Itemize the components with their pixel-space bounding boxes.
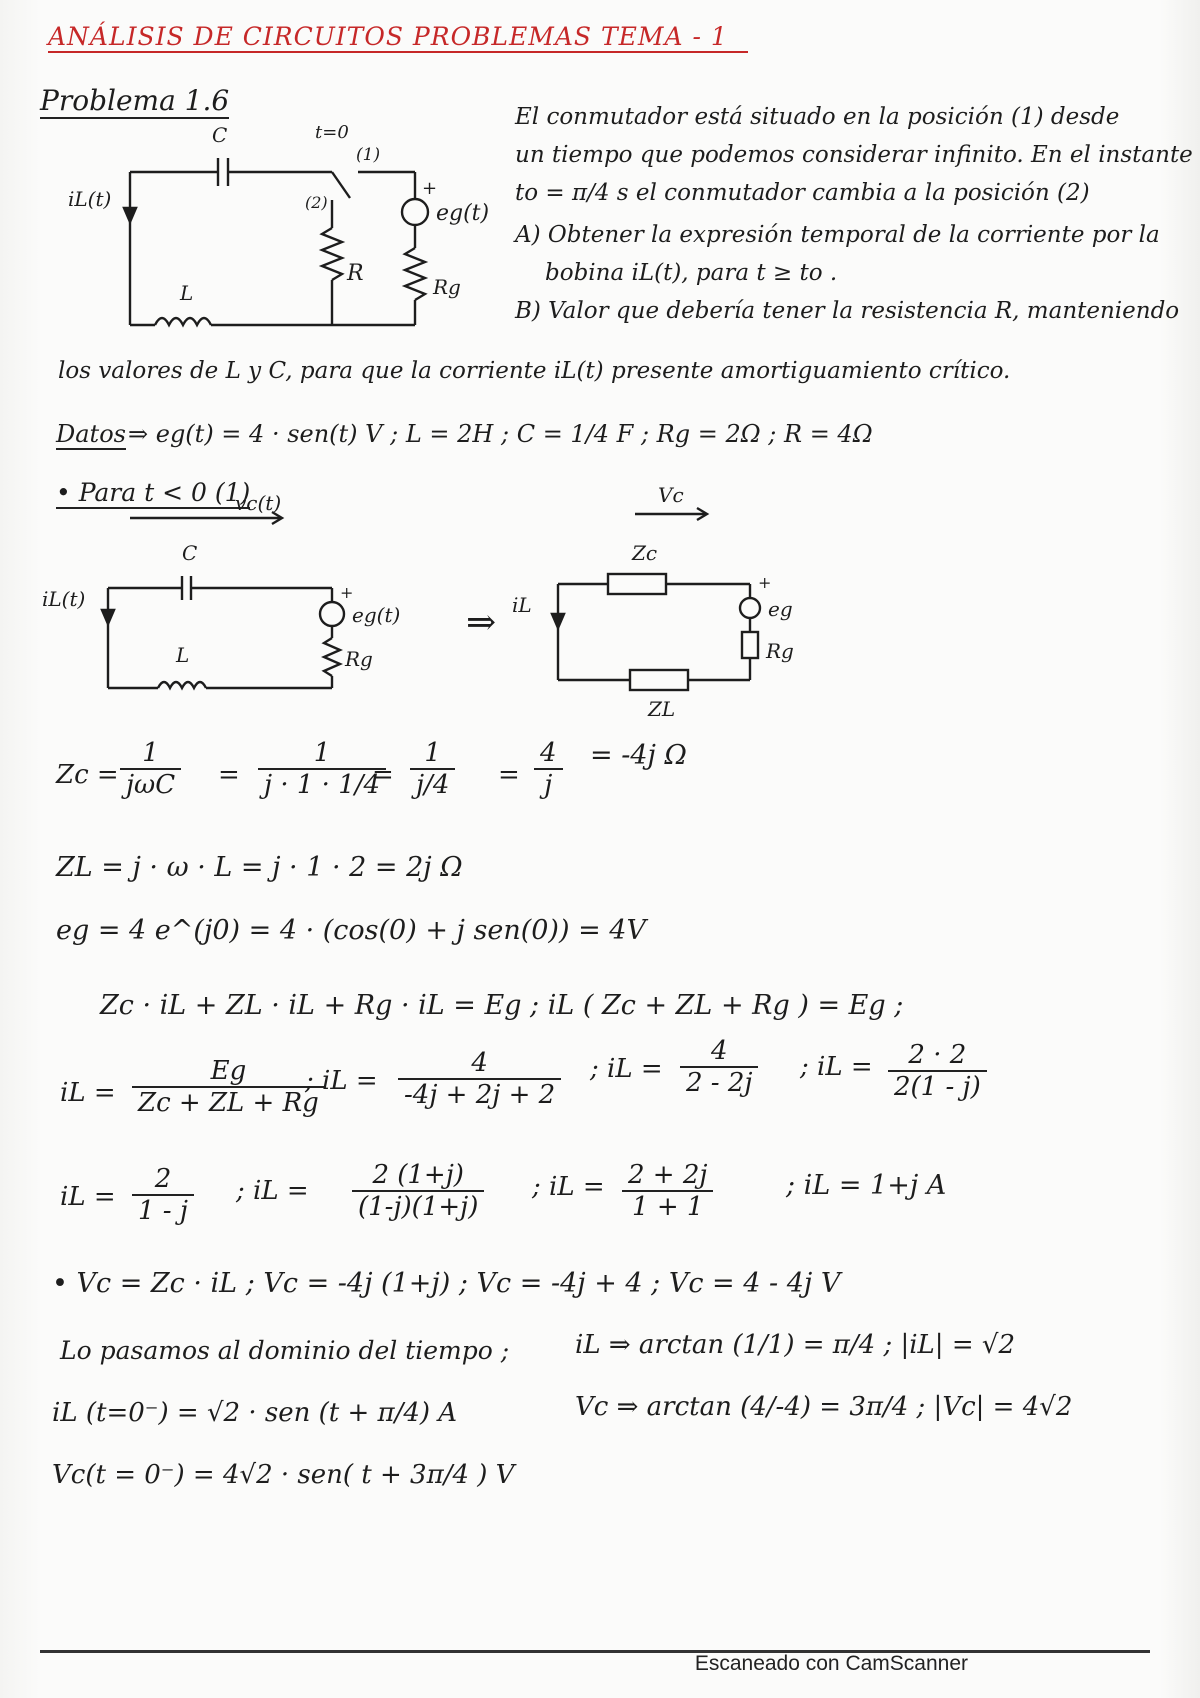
eq-il-sep-2: ; iL =: [305, 1066, 378, 1096]
c1-resistor-Rg: [405, 248, 425, 300]
eq-il-frac-3-den: 2 - 2j: [686, 1068, 753, 1098]
statement-line-3: to = π/4 s el conmutador cambia a la posición (2): [515, 180, 1090, 206]
eq-zc-frac-3-den: j/4: [416, 770, 450, 800]
eq-zc-frac-2: [258, 738, 386, 800]
eq-il2-sep-2: ; iL =: [236, 1176, 309, 1206]
c2-label-Rg: Rg: [345, 647, 373, 671]
eq-il-frac-1-num: Eg: [132, 1056, 325, 1088]
eq-zc-frac-1: [120, 738, 181, 800]
statement-line-2: un tiempo que podemos considerar infinito. En el instante: [515, 142, 1193, 168]
eq-il2-frac-1-num: 2: [132, 1164, 194, 1196]
c1-label-iL: iL(t): [68, 187, 112, 211]
c1-inductor-L: [155, 318, 211, 325]
camscanner-watermark: Escaneado con CamScanner: [694, 1652, 968, 1675]
eq-il-time: iL (t=0⁻) = √2 · sen (t + π/4) A: [52, 1398, 458, 1428]
problem-title: Problema 1.6: [40, 84, 230, 117]
eq-il2-frac-3-den: 1 + 1: [632, 1192, 704, 1222]
c3-label-ZL: ZL: [648, 697, 676, 721]
eq-il2-frac-2: [352, 1160, 484, 1222]
eq-zc-frac-1-den: jωC: [126, 770, 176, 800]
c1-label-Rg: Rg: [433, 275, 461, 299]
eq-il-sep-3: ; iL =: [590, 1054, 663, 1084]
section-heading: [56, 478, 250, 509]
eq-il-frac-1: [132, 1056, 325, 1118]
eq-il-frac-2: [398, 1048, 561, 1110]
c2-resistor-Rg: [324, 638, 340, 676]
c3-resistor-Rg: [742, 632, 758, 658]
c2-label-vc: vc(t): [235, 491, 282, 515]
eq-il2-frac-2-den: (1-j)(1+j): [358, 1192, 479, 1222]
eq-il-frac-2-num: 4: [398, 1048, 561, 1080]
eq-il2-sep-3: ; iL =: [532, 1172, 605, 1202]
eq-zc-frac-4: [534, 738, 563, 800]
eq-zc-eq-2: =: [372, 760, 394, 790]
eq-zc-result: = -4j Ω: [590, 740, 687, 771]
c1-resistor-R: [322, 228, 342, 280]
eq-zc-frac-4-den: j: [544, 770, 553, 800]
statement-line-6: B) Valor que debería tener la resistencia R, manteniendo: [515, 298, 1180, 324]
statement-line-1: El conmutador está situado en la posición (1) desde: [515, 104, 1120, 130]
eq-il2-frac-3-num: 2 + 2j: [622, 1160, 713, 1192]
eq-il-lhs: iL =: [60, 1078, 116, 1108]
c3-label-Zc: Zc: [632, 541, 658, 565]
eq-zc-frac-2-den: j · 1 · 1/4: [264, 770, 381, 800]
eq-vc-time: Vc(t = 0⁻) = 4√2 · sen( t + 3π/4 ) V: [52, 1460, 515, 1490]
data-label: Datos: [56, 420, 126, 448]
page-bottom-edge: [40, 1650, 1150, 1653]
eq-il2-frac-1: [132, 1164, 194, 1226]
eq-il-frac-3-num: 4: [680, 1036, 758, 1068]
c1-label-plus: +: [422, 178, 438, 199]
eq-eg: eg = 4 e^(j0) = 4 · (cos(0) + j sen(0)) = 4V: [56, 915, 646, 946]
eq-il-frac-2-den: -4j + 2j + 2: [404, 1080, 556, 1110]
eq-zc-lhs: Zc =: [56, 760, 119, 790]
c3-impedance-ZL: [630, 670, 688, 690]
eq-zl: ZL = j · ω · L = j · 1 · 2 = 2j Ω: [56, 852, 463, 883]
eq-il-frac-3: [680, 1036, 758, 1098]
eq-il-sep-4: ; iL =: [800, 1052, 873, 1082]
c1-label-pos2: (2): [305, 193, 328, 212]
statement-line-7: los valores de L y C, para que la corriente iL(t) presente amortiguamiento crítico.: [58, 358, 1011, 384]
eq-vc: • Vc = Zc · iL ; Vc = -4j (1+j) ; Vc = -4j + 4 ; Vc = 4 - 4j V: [52, 1268, 841, 1299]
eq-il-frac-1-den: Zc + ZL + Rg: [138, 1088, 319, 1118]
eq-il2-lhs: iL =: [60, 1182, 116, 1212]
statement-line-5: bobina iL(t), para t ≥ to .: [545, 260, 838, 286]
section-bullet: •: [56, 478, 71, 507]
c1-current-arrow: [124, 208, 136, 222]
eq-zc-eq-1: =: [218, 760, 240, 790]
data-values: ⇒ eg(t) = 4 · sen(t) V ; L = 2H ; C = 1/4 F ; Rg = 2Ω ; R = 4Ω: [128, 420, 873, 448]
implies-arrow: ⇒: [466, 602, 497, 643]
c2-source-eg: [320, 602, 344, 626]
eq-time-domain-heading: Lo pasamos al dominio del tiempo ;: [60, 1336, 510, 1365]
c3-impedance-Zc: [608, 574, 666, 594]
c1-label-L: L: [180, 281, 194, 305]
page-header-title: ANÁLISIS DE CIRCUITOS PROBLEMAS TEMA - 1: [48, 22, 748, 53]
eq-il2-result: ; iL = 1+j A: [786, 1170, 947, 1201]
c3-label-eg: eg: [768, 597, 793, 621]
c2-label-eg: eg(t): [352, 603, 401, 627]
eq-il-frac-4: [888, 1040, 987, 1102]
c2-label-plus: +: [340, 583, 354, 602]
c1-source-eg: [402, 199, 428, 225]
eq-zc-frac-3: [410, 738, 455, 800]
c2-label-iL: iL(t): [42, 587, 86, 611]
c3-label-iL: iL: [512, 593, 532, 617]
eq-zc-eq-3: =: [498, 760, 520, 790]
eq-il2-frac-2-num: 2 (1+j): [352, 1160, 484, 1192]
c3-current-arrow: [552, 614, 564, 628]
c2-label-C: C: [182, 541, 198, 565]
c1-label-t0: t=0: [315, 122, 349, 143]
eq-zc-frac-2-num: 1: [258, 738, 386, 770]
eq-il-frac-4-den: 2(1 - j): [894, 1072, 981, 1102]
c3-label-Vc: Vc: [658, 483, 684, 507]
eq-il-arctan: iL ⇒ arctan (1/1) = π/4 ; |iL| = √2: [575, 1330, 1015, 1360]
circuit-3-schematic: [512, 480, 840, 721]
c1-label-eg: eg(t): [436, 201, 490, 226]
c3-source-eg: [740, 598, 760, 618]
eq-vc-arctan: Vc ⇒ arctan (4/-4) = 3π/4 ; |Vc| = 4√2: [575, 1392, 1073, 1422]
c1-label-pos1: (1): [356, 145, 381, 165]
c2-inductor-L: [158, 682, 206, 688]
statement-line-4: A) Obtener la expresión temporal de la corriente por la: [515, 222, 1160, 248]
eq-kvl: Zc · iL + ZL · iL + Rg · iL = Eg ; iL ( Zc + ZL + Rg ) = Eg ;: [100, 990, 904, 1021]
eq-il2-frac-1-den: 1 - j: [138, 1196, 188, 1226]
c1-label-C: C: [212, 123, 228, 147]
c3-label-Rg: Rg: [766, 639, 794, 663]
section-title: Para t < 0 (1): [78, 478, 251, 507]
c3-label-plus: +: [758, 573, 772, 592]
circuit-1-schematic: [68, 120, 520, 350]
eq-il-frac-4-num: 2 · 2: [888, 1040, 987, 1072]
c1-switch-blade: [332, 172, 350, 198]
eq-zc-frac-1-num: 1: [120, 738, 181, 770]
c2-label-L: L: [176, 643, 190, 667]
c1-label-R: R: [347, 261, 364, 286]
eq-zc-frac-4-num: 4: [534, 738, 563, 770]
eq-zc-frac-3-num: 1: [410, 738, 455, 770]
c2-current-arrow: [102, 610, 114, 624]
eq-il2-frac-3: [622, 1160, 713, 1222]
